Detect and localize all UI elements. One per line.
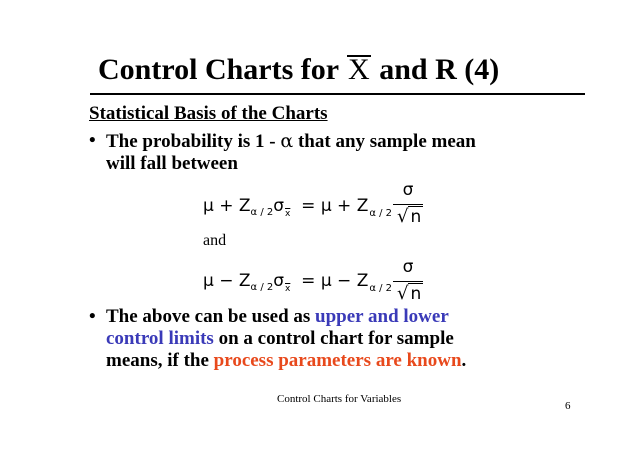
title-suffix: and R (4) [379, 53, 500, 86]
bullet-dot-icon: • [89, 130, 96, 151]
z-symbol: Z [356, 196, 369, 216]
xbar-subscript: x [285, 284, 291, 294]
highlight-upper-lower: upper and lower [315, 306, 449, 327]
page-number: 6 [565, 400, 571, 412]
bullet1-text-end: that any sample mean [293, 131, 476, 152]
title-divider [90, 93, 585, 95]
z-symbol: Z [238, 196, 251, 216]
sigma-over-root-n [393, 180, 423, 230]
alpha-symbol: α [280, 130, 294, 152]
mu-symbol: μ [320, 196, 332, 216]
mu-symbol: μ [203, 271, 214, 291]
sigma-over-root-n [393, 257, 423, 307]
equals-sign: = [301, 196, 316, 216]
bullet2-text-middle: on a control chart for sample [213, 328, 454, 349]
slide-footer: Control Charts for Variables [277, 393, 402, 405]
fraction-numerator: σ [402, 180, 414, 200]
xbar-subscript: x [285, 209, 291, 219]
title-x-bar-symbol: X [348, 53, 370, 86]
n-symbol: n [410, 284, 422, 304]
z-symbol: Z [356, 271, 369, 291]
alpha-half-subscript: α / 2 [250, 282, 274, 293]
fraction-bar [393, 281, 423, 282]
sqrt-icon: √ [397, 283, 409, 304]
sqrt-icon: √ [397, 206, 409, 227]
bullet2-text-start: The above can be used as [106, 306, 316, 327]
fraction-denominator [397, 283, 423, 304]
minus-operator: − [219, 271, 234, 291]
fraction-denominator [397, 206, 423, 227]
alpha-half-subscript: α / 2 [250, 207, 274, 218]
fraction-numerator: σ [402, 257, 414, 277]
mu-symbol: μ [203, 196, 214, 216]
slide-title [98, 53, 499, 87]
bullet1-text-start: The probability is 1 - [106, 131, 281, 152]
bullet2-text-line3: means, if the [106, 350, 214, 371]
highlight-process-parameters: process parameters are known [213, 350, 462, 371]
n-symbol: n [410, 207, 422, 227]
minus-operator: − [337, 271, 352, 291]
mu-symbol: μ [320, 271, 332, 291]
upper-limit-formula [203, 196, 393, 219]
fraction-bar [393, 204, 423, 205]
bullet2-period: . [461, 350, 467, 371]
alpha-half-subscript: α / 2 [369, 208, 393, 219]
lower-limit-formula [203, 271, 393, 294]
highlight-control-limits: control limits [106, 328, 214, 349]
bullet1-line2: will fall between [106, 153, 238, 174]
z-symbol: Z [238, 271, 251, 291]
equals-sign: = [301, 271, 316, 291]
bullet-text [106, 306, 546, 372]
section-subheading: Statistical Basis of the Charts [89, 103, 328, 124]
sigma-symbol: σ [273, 271, 285, 291]
bullet-dot-icon: • [89, 306, 96, 327]
title-prefix: Control Charts for [98, 53, 339, 86]
sigma-symbol: σ [273, 196, 285, 216]
plus-operator: + [337, 196, 352, 216]
alpha-half-subscript: α / 2 [369, 283, 393, 294]
plus-operator: + [219, 196, 234, 216]
bullet-text [106, 130, 546, 175]
and-connector: and [203, 232, 227, 249]
